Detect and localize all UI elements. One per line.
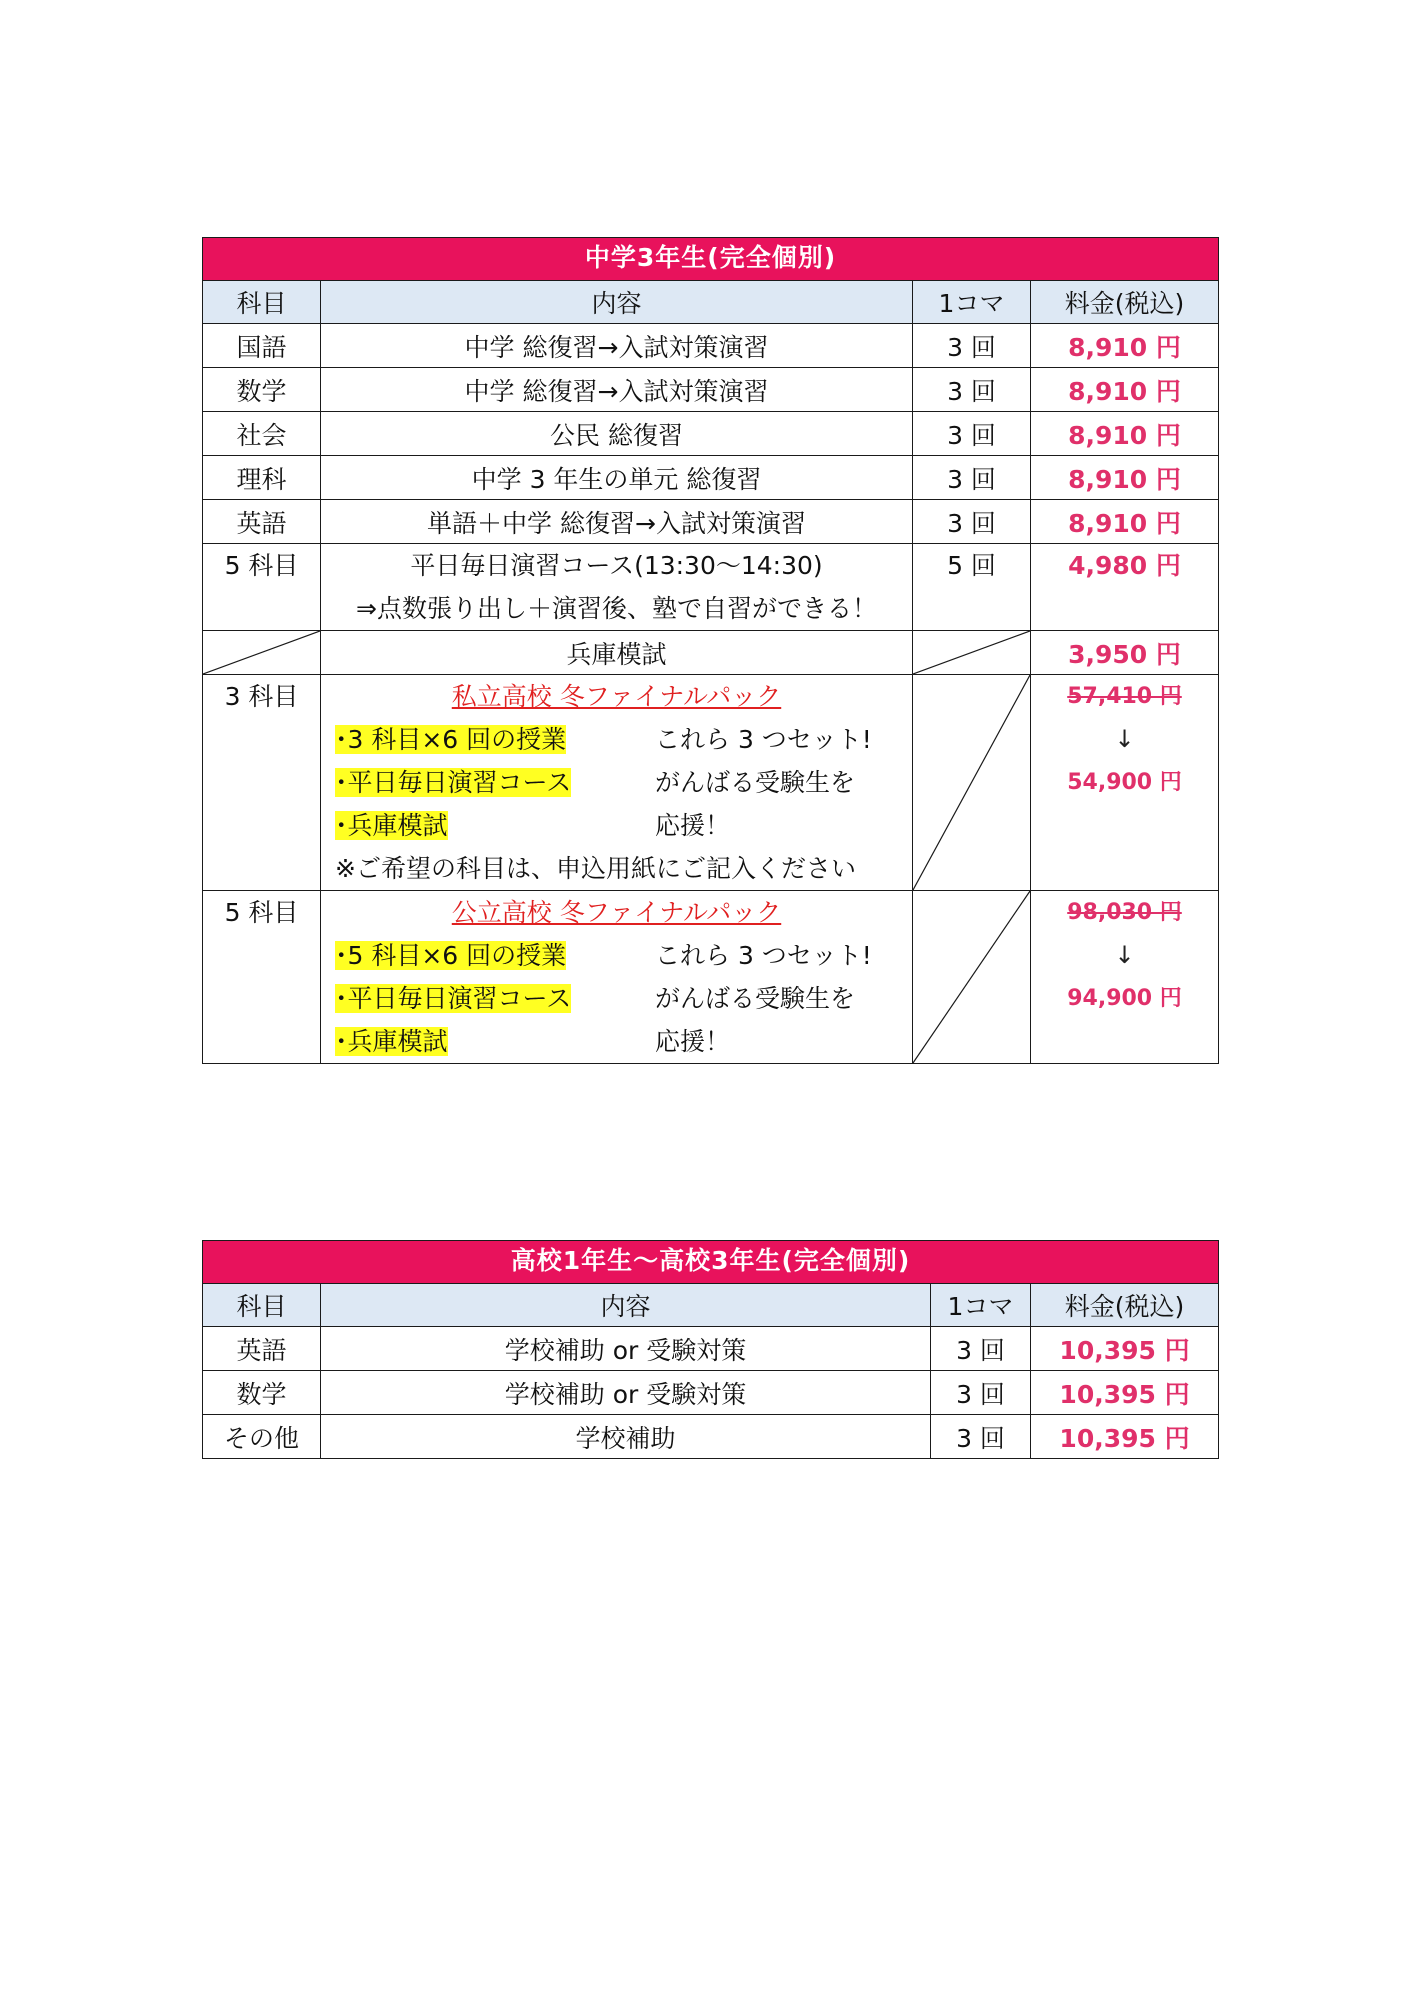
- row-subject: 理科: [203, 456, 321, 500]
- table-row: [203, 456, 1219, 500]
- table-row: [203, 412, 1219, 456]
- empty-diagonal-cell: [913, 891, 1031, 1064]
- row-count: 3 回: [913, 412, 1031, 456]
- subject-text: 3 科目: [224, 682, 299, 711]
- old-price: 57,410 円: [1067, 684, 1182, 709]
- row-subject: 社会: [203, 412, 321, 456]
- row-price: 8,910 円: [1031, 412, 1219, 456]
- pack-title-text: 公立高校 冬ファイナルパック: [451, 898, 782, 927]
- row-count: 3 回: [931, 1415, 1031, 1459]
- pack-item: ･平日毎日演習コース: [335, 768, 572, 797]
- row-price: 8,910 円: [1031, 500, 1219, 544]
- row-count: 3 回: [913, 500, 1031, 544]
- header-subject: 科目: [203, 281, 321, 324]
- row-count: 3 回: [931, 1327, 1031, 1371]
- row-count: 3 回: [913, 368, 1031, 412]
- pack-note: 応援！: [655, 811, 731, 840]
- pack-price: [1031, 675, 1219, 891]
- row-subject: その他: [203, 1415, 321, 1459]
- private-pack-row: [203, 675, 1219, 891]
- table-header-row: [203, 1284, 1219, 1327]
- empty-diagonal-cell: [913, 675, 1031, 891]
- old-price: 98,030 円: [1067, 900, 1182, 925]
- pack-content: [321, 891, 913, 1064]
- pack-content: [321, 675, 913, 891]
- row-content: [321, 544, 913, 631]
- pack-item: ･3 科目×6 回の授業: [335, 725, 567, 754]
- price-text: 4,980 円: [1068, 551, 1181, 580]
- diagonal-line: [913, 631, 1030, 674]
- pack-item-line: [321, 718, 912, 761]
- table-row: [203, 1371, 1219, 1415]
- pack-item-line: [321, 804, 912, 847]
- row-content: 単語＋中学 総復習→入試対策演習: [321, 500, 913, 544]
- row-count: 3 回: [913, 456, 1031, 500]
- pack-note: 応援！: [655, 1027, 731, 1056]
- pack-note: これら 3 つセット!: [655, 941, 872, 970]
- daily-course-row: [203, 544, 1219, 631]
- header-content: 内容: [321, 1284, 931, 1327]
- row-subject: 数学: [203, 368, 321, 412]
- pack-note: がんばる受験生を: [655, 768, 856, 797]
- row-price: 8,910 円: [1031, 324, 1219, 368]
- table-row: [203, 1327, 1219, 1371]
- pack-title: [321, 891, 912, 934]
- row-content: 学校補助 or 受験対策: [321, 1327, 931, 1371]
- row-count: 3 回: [913, 324, 1031, 368]
- row-subject: [203, 675, 321, 891]
- new-price: 54,900 円: [1067, 770, 1182, 795]
- empty-diagonal-cell: [203, 631, 321, 675]
- pack-item: ･平日毎日演習コース: [335, 984, 572, 1013]
- row-content: 中学 総復習→入試対策演習: [321, 368, 913, 412]
- junior-high-price-table: [202, 237, 1219, 1064]
- table-row: [203, 368, 1219, 412]
- pack-item-line: [321, 1020, 912, 1063]
- table-title: 中学3年生(完全個別): [203, 238, 1219, 281]
- table-header-row: [203, 281, 1219, 324]
- row-content: 兵庫模試: [321, 631, 913, 675]
- row-price: [1031, 544, 1219, 631]
- row-price: 10,395 円: [1031, 1415, 1219, 1459]
- subject-text: 5 科目: [224, 551, 299, 580]
- diagonal-line: [203, 631, 320, 674]
- row-count: 3 回: [931, 1371, 1031, 1415]
- high-school-price-table: [202, 1240, 1219, 1459]
- pack-item-line: [321, 934, 912, 977]
- header-subject: 科目: [203, 1284, 321, 1327]
- row-subject: [203, 891, 321, 1064]
- row-price: 3,950 円: [1031, 631, 1219, 675]
- pack-title: [321, 675, 912, 718]
- table-row: [203, 1415, 1219, 1459]
- down-arrow-icon: ↓: [1114, 941, 1135, 969]
- row-count: [913, 544, 1031, 631]
- table-title: 高校1年生～高校3年生(完全個別): [203, 1241, 1219, 1284]
- pack-note: これら 3 つセット!: [655, 725, 872, 754]
- row-subject: 国語: [203, 324, 321, 368]
- pack-item: ･兵庫模試: [335, 811, 448, 840]
- count-text: 5 回: [947, 551, 996, 580]
- header-count: 1コマ: [913, 281, 1031, 324]
- row-subject: [203, 544, 321, 631]
- diagonal-line: [913, 675, 1030, 890]
- new-price: 94,900 円: [1067, 986, 1182, 1011]
- pack-item: ･5 科目×6 回の授業: [335, 941, 567, 970]
- pack-title-text: 私立高校 冬ファイナルパック: [451, 682, 782, 711]
- row-content: 中学 総復習→入試対策演習: [321, 324, 913, 368]
- pack-item-line: [321, 977, 912, 1020]
- row-subject: 英語: [203, 1327, 321, 1371]
- course-line-1: 平日毎日演習コース(13:30～14:30): [410, 551, 823, 580]
- row-price: 8,910 円: [1031, 368, 1219, 412]
- header-content: 内容: [321, 281, 913, 324]
- row-subject: 数学: [203, 1371, 321, 1415]
- course-line-2: ⇒点数張り出し＋演習後、塾で自習ができる！: [356, 594, 877, 623]
- header-price: 料金(税込): [1031, 1284, 1219, 1327]
- pack-note: がんばる受験生を: [655, 984, 856, 1013]
- pack-item-line: [321, 761, 912, 804]
- table-row: [203, 500, 1219, 544]
- mock-exam-row: [203, 631, 1219, 675]
- row-price: 10,395 円: [1031, 1327, 1219, 1371]
- row-subject: 英語: [203, 500, 321, 544]
- empty-diagonal-cell: [913, 631, 1031, 675]
- pack-price: [1031, 891, 1219, 1064]
- pack-item: ･兵庫模試: [335, 1027, 448, 1056]
- row-price: 10,395 円: [1031, 1371, 1219, 1415]
- down-arrow-icon: ↓: [1114, 725, 1135, 753]
- row-price: 8,910 円: [1031, 456, 1219, 500]
- row-content: 学校補助: [321, 1415, 931, 1459]
- table-row: [203, 324, 1219, 368]
- row-content: 学校補助 or 受験対策: [321, 1371, 931, 1415]
- subject-text: 5 科目: [224, 898, 299, 927]
- public-pack-row: [203, 891, 1219, 1064]
- header-price: 料金(税込): [1031, 281, 1219, 324]
- row-content: 公民 総復習: [321, 412, 913, 456]
- header-count: 1コマ: [931, 1284, 1031, 1327]
- row-content: 中学 3 年生の単元 総復習: [321, 456, 913, 500]
- diagonal-line: [913, 891, 1030, 1063]
- pack-footnote: ※ご希望の科目は、申込用紙にご記入ください: [335, 854, 856, 883]
